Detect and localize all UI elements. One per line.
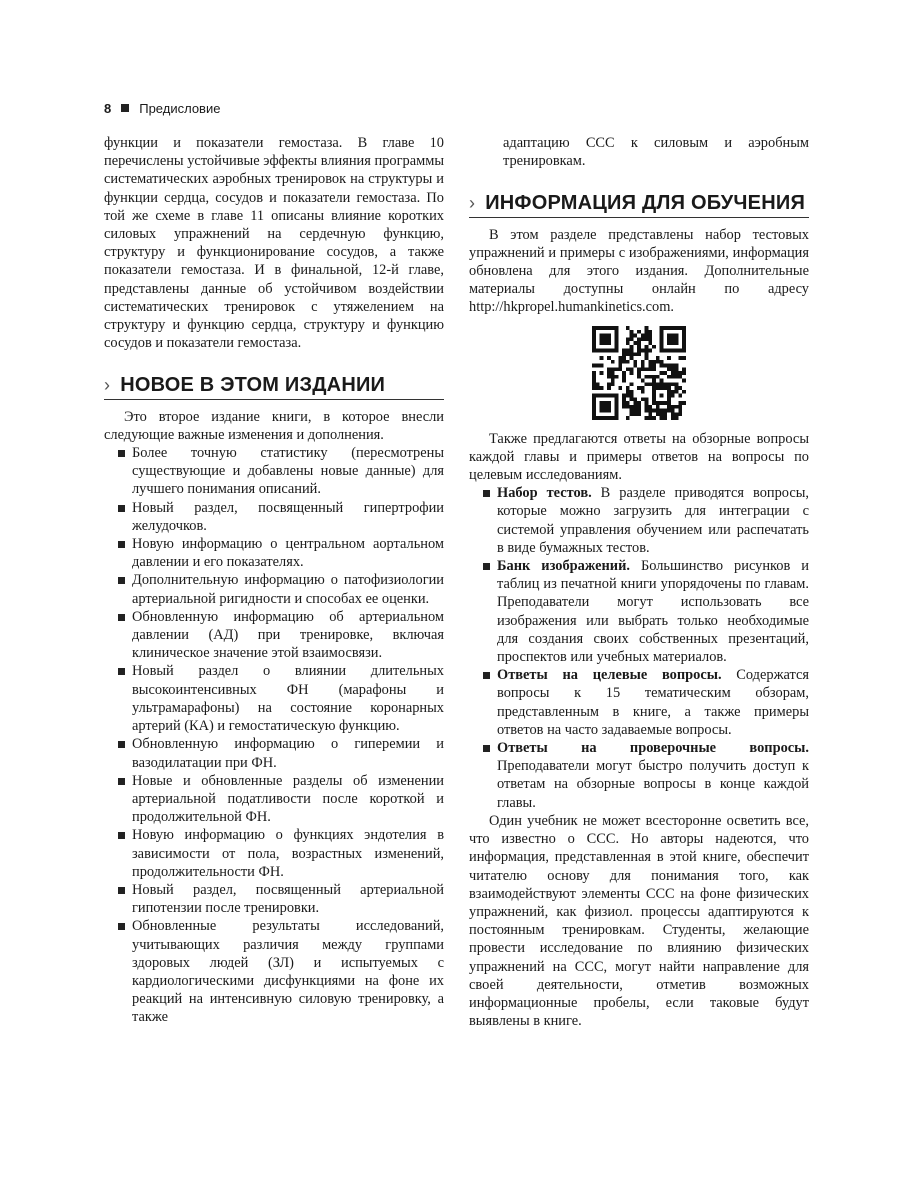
changes-list: [104, 444, 444, 1027]
list-item: Обновленную информацию о гиперемии и вазодилатации при ФН.: [118, 735, 444, 771]
item-term: Набор тестов.: [497, 485, 592, 502]
intro-paragraph: функции и показатели гемостаза. В главе 10 перечислены устойчивые эффекты влияния программы систематических аэробных тренировок на структуры и функции сердца, сосудов и показатели гемостаза. По той же схеме в главе 11 описаны влияние коротких силовых упражнений на сердечную функцию, структуру и функционирование сосудов, а также показатели гемостаза. И в финальной, 12-й главе, представлены данные об устойчивом воздействии систематических тренировок с утяжелением на структуру и функцию сердца, структуру и функцию сосудов и показатели гемостаза.: [104, 135, 444, 352]
info-paragraph: В этом разделе представлены набор тестовых упражнений и примеры с изображениями, информация обновлена для этого издания. Дополнительные материалы доступны онлайн по адресу http://hkpropel.humankinetics.com.: [469, 226, 809, 316]
list-item: [483, 666, 809, 739]
section-title: НОВОЕ В ЭТОМ ИЗДАНИИ: [120, 374, 386, 397]
resources-list: [469, 484, 809, 812]
running-head-title: Предисловие: [139, 100, 221, 116]
list-item: Дополнительную информацию о патофизиологии артериальной ригидности и способах ее оценки.: [118, 571, 444, 607]
list-item: Обновленную информацию об артериальном давлении (АД) при тренировке, включая клиническое значение этой взаимосвязи.: [118, 608, 444, 663]
item-text: В разделе приводятся вопросы, которые можно загрузить для интеграции с системой управления обучением или распечатать в виде бумажных тестов.: [497, 485, 809, 556]
section-heading-learning-info: [469, 194, 809, 217]
right-column: [469, 134, 809, 1030]
section-heading-new-edition: [104, 376, 444, 399]
list-item: Новый раздел о влиянии длительных высокоинтенсивных ФН (марафоны и ультрамарафоны) на состояние коронарных артерий (КА) и гемостатическую функцию.: [118, 662, 444, 735]
qr-code-icon[interactable]: [592, 326, 686, 420]
qr-code-container: [469, 326, 809, 420]
chevron-right-icon: ›: [104, 375, 111, 396]
list-item: [483, 484, 809, 557]
item-term: Ответы на целевые вопросы.: [497, 667, 722, 684]
list-item: [483, 739, 809, 812]
list-item: Новый раздел, посвященный гипертрофии желудочков.: [118, 499, 444, 535]
also-paragraph: Также предлагаются ответы на обзорные вопросы каждой главы и примеры ответов на вопросы по целевым исследованиям.: [469, 430, 809, 484]
square-bullet-icon: [121, 104, 129, 112]
page-number: 8: [104, 100, 112, 116]
continuation-paragraph: адаптацию ССС к силовым и аэробным тренировкам.: [503, 135, 809, 170]
running-head: [104, 99, 220, 117]
left-column: [104, 134, 444, 1027]
item-term: Ответы на проверочные вопросы.: [497, 740, 809, 757]
closing-paragraph: Один учебник не может всесторонне осветить все, что известно о ССС. Но авторы надеются, что информация, представленная в этой книге, обеспечит читателю основу для понимания того, как взаимодействуют элементы ССС на фоне физических упражнений, как физиол. процессы адаптируются к постоянным тренировкам. Студенты, желающие провести исследование по влиянию физических упражнений на ССС, могут найти направление для своей деятельности, отметив возможных информационные пробелы, если таковые будут выявлены в книге.: [469, 812, 809, 1030]
new-edition-intro: Это второе издание книги, в которое внесли следующие важные изменения и дополнения.: [104, 408, 444, 443]
list-item: [483, 557, 809, 666]
list-item: Новую информацию о центральном аортальном давлении и его показателях.: [118, 535, 444, 571]
item-text: Содержатся вопросы к 15 тематическим обзорам, представленным в книге, а также примеры ответов на часто задаваемые вопросы.: [497, 667, 809, 738]
list-item: Более точную статистику (пересмотрены существующие и добавлены новые данные) для лучшего понимания описаний.: [118, 444, 444, 499]
item-text: Преподаватели могут быстро получить доступ к ответам на обзорные вопросы в конце каждой главы.: [497, 758, 809, 811]
list-item: Новые и обновленные разделы об изменении артериальной податливости после короткой и продолжительной ФН.: [118, 772, 444, 827]
chevron-right-icon: ›: [469, 193, 476, 214]
list-item: Новую информацию о функциях эндотелия в зависимости от пола, возрастных изменений, продолжительности ФН.: [118, 826, 444, 881]
section-title: ИНФОРМАЦИЯ ДЛЯ ОБУЧЕНИЯ: [485, 192, 806, 215]
item-term: Банк изображений.: [497, 558, 630, 575]
list-item: Обновленные результаты исследований, учитывающих различия между группами здоровых людей (ЗЛ) и испытуемых с кардиологическими дисфункциями на фоне их реакций на интенсивную силовую тренировку, а также: [118, 917, 444, 1026]
list-item: Новый раздел, посвященный артериальной гипотензии после тренировки.: [118, 881, 444, 917]
item-text: Большинство рисунков и таблиц из печатной книги упорядочены по главам. Преподаватели могут использовать все изображения или выбрать только необходимые для создания своих собственных презентаций, проспектов или учебных материалов.: [497, 558, 809, 666]
